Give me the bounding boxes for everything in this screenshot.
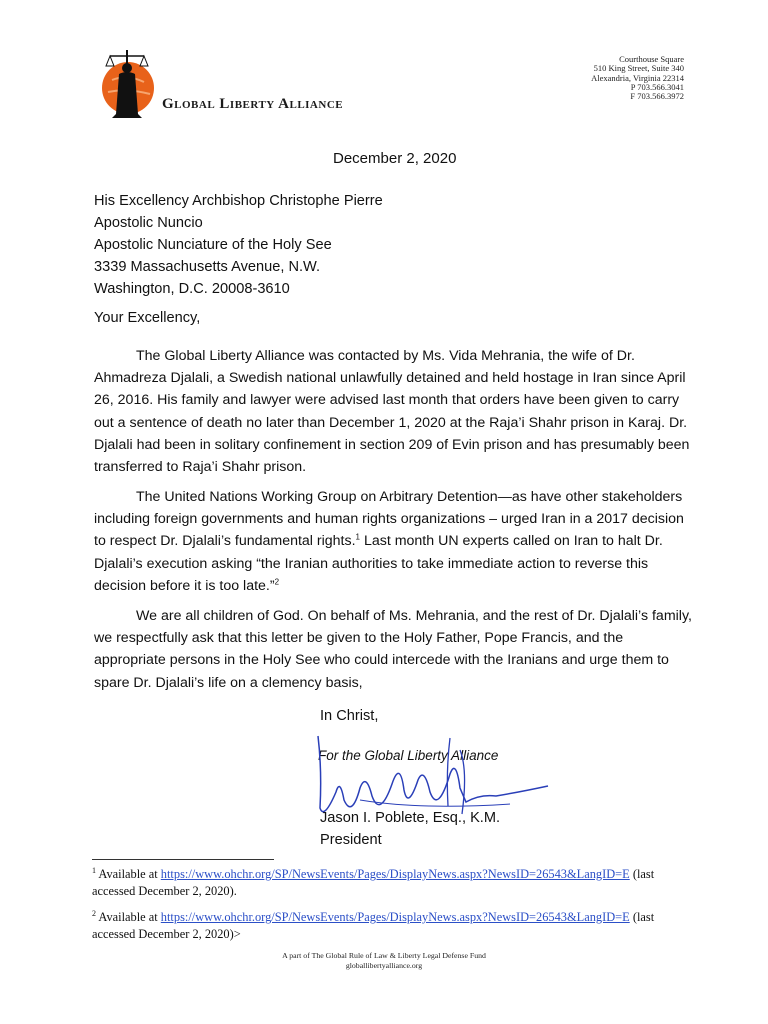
salutation: Your Excellency, [94,310,201,326]
footnote-divider [92,859,274,860]
footnote-link[interactable]: https://www.ohchr.org/SP/NewsEvents/Pages/DisplayNews.aspx?NewsID=26543&LangID=E [160,910,630,924]
footnote-suffix: (last accessed December 2, 2020). [92,867,655,898]
footnote-2 [92,909,692,943]
recipient-street: 3339 Massachusetts Avenue, N.W. [94,259,321,275]
lady-justice-globe-icon [92,44,164,120]
page-footer [0,951,768,971]
paragraph-2-text-b: Last month UN experts called on Iran to halt Dr. Djalali’s execution asking “the Iranian authorities to take immediate action to reverse this decision before it is too late.” [94,533,663,594]
letter-date: December 2, 2020 [333,150,457,167]
footnote-link[interactable]: https://www.ohchr.org/SP/NewsEvents/Pages/DisplayNews.aspx?NewsID=26543&LangID=E [160,867,630,881]
recipient-org: Apostolic Nunciature of the Holy See [94,237,332,253]
footnote-marker: 1 [92,865,96,875]
footnote-marker: 2 [92,908,96,918]
phone-line: P 703.566.3041 [630,81,684,92]
valediction: In Christ, [320,708,379,724]
org-name: Global Liberty Alliance [162,96,344,112]
paragraph-2-text-a: The United Nations Working Group on Arbitrary Detention—as have other stakeholders including foreign governments and human rights organizations – urged Iran in a 2017 decision to respect Dr. Djalali’s fundamental rights. [94,489,684,550]
address-line: Courthouse Square [619,54,684,64]
handwritten-signature [300,730,550,850]
footer-tagline: A part of The Global Rule of Law & Liberty Legal Defense Fund [282,951,486,960]
footnote-1 [92,866,692,900]
footnote-prefix: Available at [96,910,161,924]
signatory-name: Jason I. Poblete, Esq., K.M. [320,810,501,826]
body-paragraph-2 [94,486,698,597]
footnote-ref-2[interactable]: 2 [274,577,280,587]
address-line: 510 King Street, Suite 340 [593,63,684,74]
recipient-title: Apostolic Nuncio [94,215,203,231]
body-paragraph-1: The Global Liberty Alliance was contacted by Ms. Vida Mehrania, the wife of Dr. Ahmadreza Djalali, a Swedish national unlawfully detained and held hostage in Iran since April 26, 2016. His family and lawyer were advised last month that orders have been given to carry out a sentence of death no later than December 1, 2020 at the Raja’i Shahr prison in Karaj. Dr. Djalali had been in solitary confinement in section 209 of Evin prison and has presumably been transferred to Raja’i Shahr prison. [94,348,690,476]
recipient-city: Washington, D.C. 20008-3610 [94,281,290,297]
footnote-suffix: (last accessed December 2, 2020)> [92,910,655,941]
signature-org-line: For the Global Liberty Alliance [318,748,499,763]
footer-website: globallibertyalliance.org [345,961,423,970]
letterhead-address [484,55,684,101]
fax-line: F 703.566.3972 [630,91,684,102]
body-paragraph-3: We are all children of God. On behalf of Ms. Mehrania, and the rest of Dr. Djalali’s family, we respectfully ask that this letter be given to the Holy Father, Pope Francis, and the appropriate persons in the Holy See who could intercede with the Iranians and urge them to spare Dr. Djalali’s life on a clemency basis, [94,608,692,691]
footnote-ref-1[interactable]: 1 [355,532,360,542]
letterhead-logo [92,44,362,120]
footnote-prefix: Available at [96,867,161,881]
signatory-title: President [320,832,382,848]
recipient-name: His Excellency Archbishop Christophe Pierre [94,193,383,209]
address-line: Alexandria, Virginia 22314 [591,72,684,83]
recipient-block [94,190,383,300]
